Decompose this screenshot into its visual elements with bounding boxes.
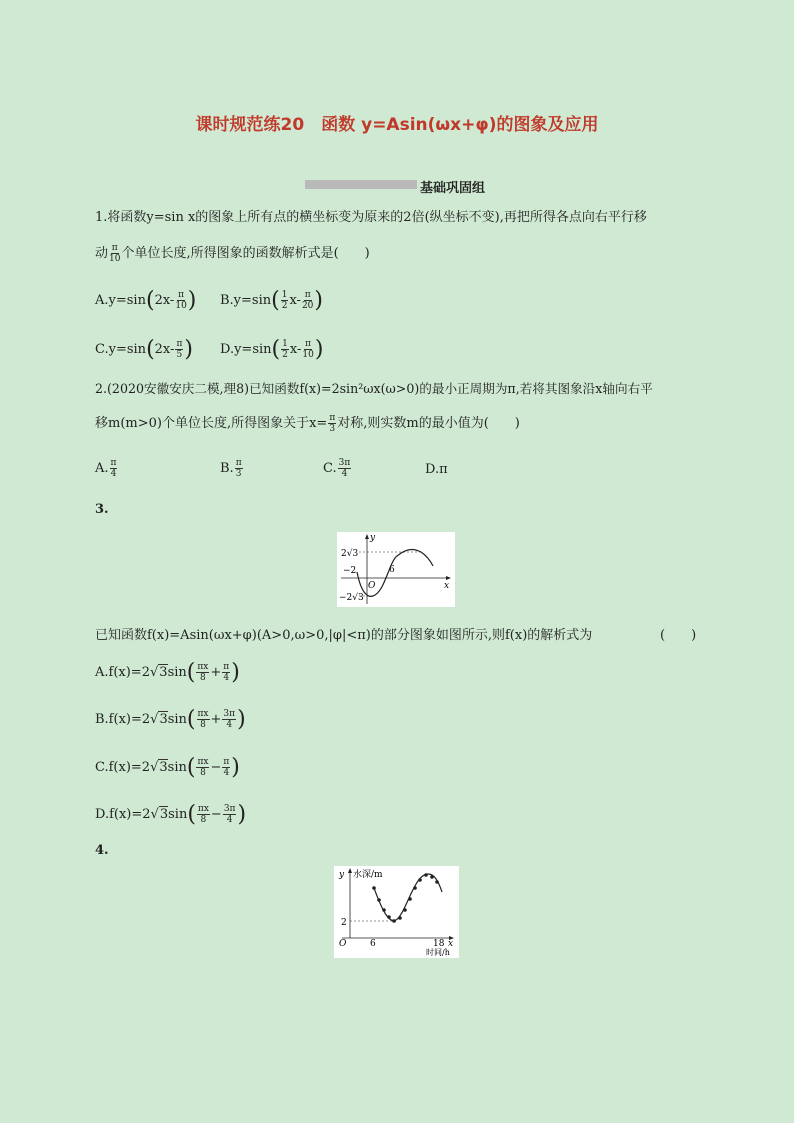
q3-stem: 已知函数f(x)=Asin(ωx+φ)(A>0,ω>0,|φ|<π)的部分图象如图所示,则f(x)的解析式为 <box>95 628 593 643</box>
q4-six-label: 6 <box>370 939 376 949</box>
q2-option-d: D.π <box>425 462 448 477</box>
q1-option-c: C.y=sin(2x- $\frac{\pi}{5}$ ) <box>95 337 193 362</box>
q1-option-b: B.y=sin( $\frac{1}{2}$ x- $\frac{\pi}{20}$ ) <box>220 288 323 313</box>
q2-option-b: B. $\frac{\pi}{3}$ <box>220 458 242 479</box>
q1-line1: 1.将函数y=sin x的图象上所有点的横坐标变为原来的2倍(纵坐标不变),再把所得各点向右平行移 <box>95 210 647 225</box>
q1-option-a: A.y=sin(2x- $\frac{\pi}{10}$ ) <box>95 288 197 313</box>
q1-line2-post: 个单位长度,所得图象的函数解析式是( ) <box>121 246 370 261</box>
q4-two-label: 2 <box>341 918 347 928</box>
q3-option-a: A.f(x)=2√3sin( $\frac{\pi x}{8}$ + $\frac{\pi}{4}$ ) <box>95 660 240 685</box>
q4-x-label: x <box>448 939 454 949</box>
q1-option-d: D.y=sin( $\frac{1}{2}$ x- $\frac{\pi}{10}$ ) <box>220 337 324 362</box>
radical-icon: √ <box>150 760 159 775</box>
q3-neg2-label: −2 <box>343 566 357 576</box>
sqrt-symbol: 3 <box>159 807 169 822</box>
radical-icon: √ <box>149 665 159 680</box>
q4-time-label: 时间/h <box>426 948 450 957</box>
q4-y-label: y <box>339 870 345 880</box>
q3-top-label: 2√3 <box>341 549 359 559</box>
q1-line2-pre: 动 <box>95 246 109 261</box>
section-label: 基础巩固组 <box>420 181 486 196</box>
q3-origin-label: O <box>368 581 376 591</box>
q4-origin-label: O <box>339 939 347 949</box>
q2-line2: 移m(m>0)个单位长度,所得图象关于x= $\frac{\pi}{3}$ 对称,则实数m的最小值为( ) <box>95 413 520 434</box>
q3-option-b: B.f(x)=2√3sin( $\frac{\pi x}{8}$ + $\frac{3\pi}{4}$ ) <box>95 707 246 732</box>
sqrt-symbol: 3 <box>159 712 168 727</box>
q1-line2-frac: $\frac{\pi}{10}$ <box>109 243 121 264</box>
q4-water-depth-graph <box>334 866 459 958</box>
sqrt-symbol: 3 <box>159 760 168 775</box>
q2-option-c: C. $\frac{3\pi}{4}$ <box>323 458 351 479</box>
q3-six-label: 6 <box>389 565 395 575</box>
q3-answer-paren: ( ) <box>660 628 697 643</box>
radical-icon: √ <box>150 712 159 727</box>
section-bar <box>305 180 417 189</box>
q2-line1: 2.(2020安徽安庆二模,理8)已知函数f(x)=2sin²ωx(ω>0)的最小正周期为π,若将其图象沿x轴向右平 <box>95 381 653 396</box>
q3-option-d: D.f(x)=2√3sin( $\frac{\pi x}{8}$ − $\frac{3\pi}{4}$ ) <box>95 802 247 827</box>
q4-unit-label: 水深/m <box>353 870 383 880</box>
q3-number: 3. <box>95 502 109 517</box>
q3-y-label: y <box>370 533 376 543</box>
q4-number: 4. <box>95 843 109 858</box>
page-title: 课时规范练20 函数 y=Asin(ωx+φ)的图象及应用 <box>195 115 599 135</box>
q3-x-label: x <box>444 581 450 591</box>
q2-option-a: A. $\frac{\pi}{4}$ <box>95 458 117 479</box>
sqrt-symbol: 3 <box>159 665 168 680</box>
q3-option-c: C.f(x)=2√3sin( $\frac{\pi x}{8}$ − $\frac{\pi}{4}$ ) <box>95 755 240 780</box>
q3-bottom-label: −2√3 <box>339 593 364 603</box>
radical-icon: √ <box>150 807 159 822</box>
q1-line2 <box>95 242 370 264</box>
q4-eighteen-label: 18 <box>433 939 445 949</box>
q3-sine-graph <box>337 532 455 607</box>
